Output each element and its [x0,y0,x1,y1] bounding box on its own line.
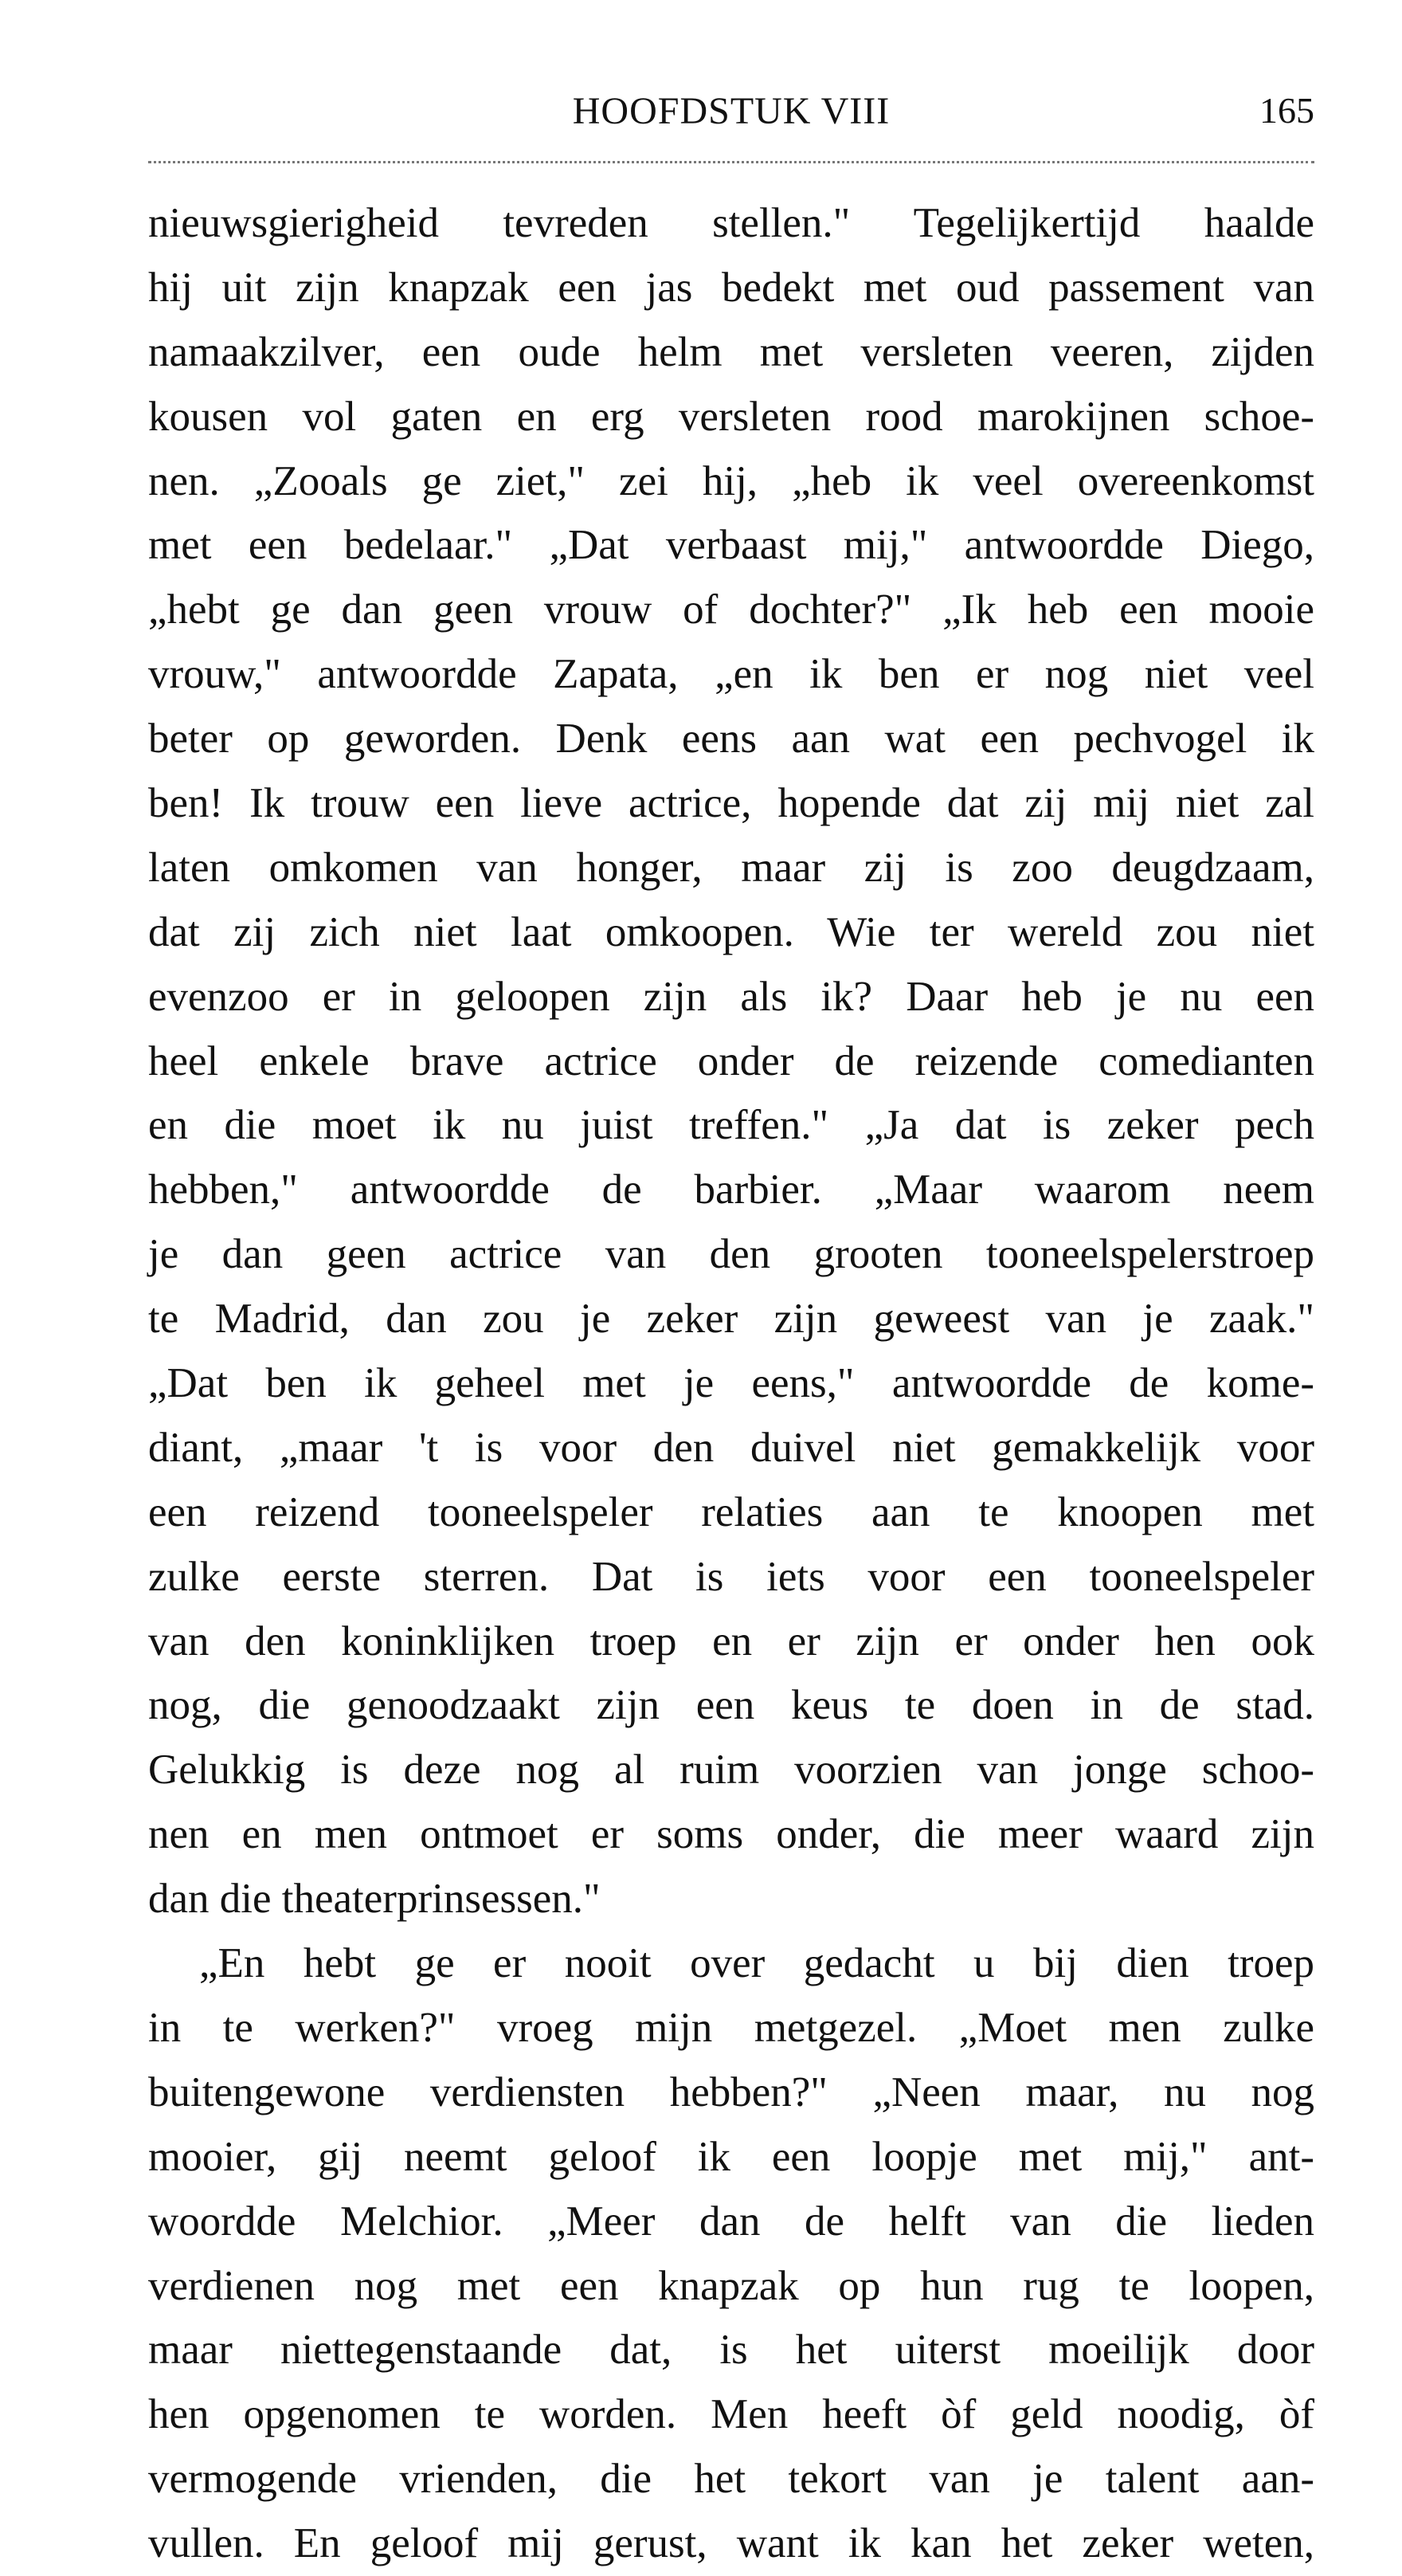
text-line: kousen vol gaten en erg versleten rood marokijnen schoe- [148,393,1314,440]
text-line: je dan geen actrice van den grooten tooneelspelerstroep [148,1231,1314,1278]
text-line: hebben," antwoordde de barbier. „Maar waarom neem [148,1166,1314,1214]
text-line: ben! Ik trouw een lieve actrice, hopende dat zij mij niet zal [148,780,1314,827]
text-line: evenzoo er in geloopen zijn als ik? Daar heb je nu een [148,973,1314,1020]
text-line: en die moet ik nu juist treffen." „Ja dat is zeker pech [148,1102,1314,1149]
text-line: nieuwsgierigheid tevreden stellen." Tegelijkertijd haalde [148,200,1314,246]
text-line: laten omkomen van honger, maar zij is zoo deugdzaam, [148,844,1314,891]
chapter-title: HOOFDSTUK VIII [572,90,891,132]
text-line: dat zij zich niet laat omkoopen. Wie ter wereld zou niet [148,908,1314,955]
text-line: in te werken?" vroeg mijn metgezel. „Moet men zulke [148,2004,1314,2051]
header-divider [148,161,1314,163]
text-line: van den koninklijken troep en er zijn er onder hen ook [148,1617,1314,1664]
text-line: „Dat ben ik geheel met je eens," antwoordde de kome- [148,1360,1314,1407]
text-line: vermogende vrienden, die het tekort van je talent aan- [148,2456,1314,2503]
running-head [148,89,1314,137]
text-line: hij uit zijn knapzak een jas bedekt met oud passement van [148,264,1314,311]
text-line: nen en men ontmoet er soms onder, die meer waard zijn [148,1811,1314,1858]
text-line: heel enkele brave actrice onder de reizende comedianten [148,1037,1314,1084]
body-text [148,191,1314,2576]
paragraph [148,191,1314,1931]
text-line: nen. „Zooals ge ziet," zei hij, „heb ik veel overeenkomst [148,457,1314,504]
text-line: diant, „maar 't is voor den duivel niet gemakkelijk voor [148,1424,1314,1471]
text-line: zulke eerste sterren. Dat is iets voor een tooneelspeler [148,1553,1314,1600]
text-line: „En hebt ge er nooit over gedacht u bij dien troep [199,1940,1314,1987]
text-line: buitengewone verdiensten hebben?" „Neen maar, nu nog [148,2068,1314,2115]
text-line: namaakzilver, een oude helm met versleten veeren, zijden [148,328,1314,375]
text-line: beter op geworden. Denk eens aan wat een pechvogel ik [148,716,1314,763]
text-line: Gelukkig is deze nog al ruim voorzien van jonge schoo- [148,1747,1314,1794]
text-line: hen opgenomen te worden. Men heeft òf geld noodig, òf [148,2391,1314,2438]
text-line: dan die theaterprinsessen." [148,1876,601,1923]
paragraph [148,1931,1314,2576]
text-line: vrouw," antwoordde Zapata, „en ik ben er nog niet veel [148,651,1314,698]
page-number: 165 [1259,90,1314,131]
text-line: met een bedelaar." „Dat verbaast mij," antwoordde Diego, [148,522,1314,569]
text-line: maar niettegenstaande dat, is het uiterst moeilijk door [148,2327,1314,2374]
text-line: te Madrid, dan zou je zeker zijn geweest van je zaak." [148,1296,1314,1343]
text-line: „hebt ge dan geen vrouw of dochter?" „Ik heb een mooie [148,586,1314,633]
text-line: verdienen nog met een knapzak op hun rug te loopen, [148,2262,1314,2309]
text-line: woordde Melchior. „Meer dan de helft van die lieden [148,2198,1314,2245]
text-line: nog, die genoodzaakt zijn een keus te doen in de stad. [148,1682,1314,1729]
text-line: vullen. En geloof mij gerust, want ik kan het zeker weten, [148,2520,1314,2567]
text-line: een reizend tooneelspeler relaties aan te knoopen met [148,1488,1314,1535]
text-line: mooier, gij neemt geloof ik een loopje met mij," ant- [148,2133,1314,2180]
